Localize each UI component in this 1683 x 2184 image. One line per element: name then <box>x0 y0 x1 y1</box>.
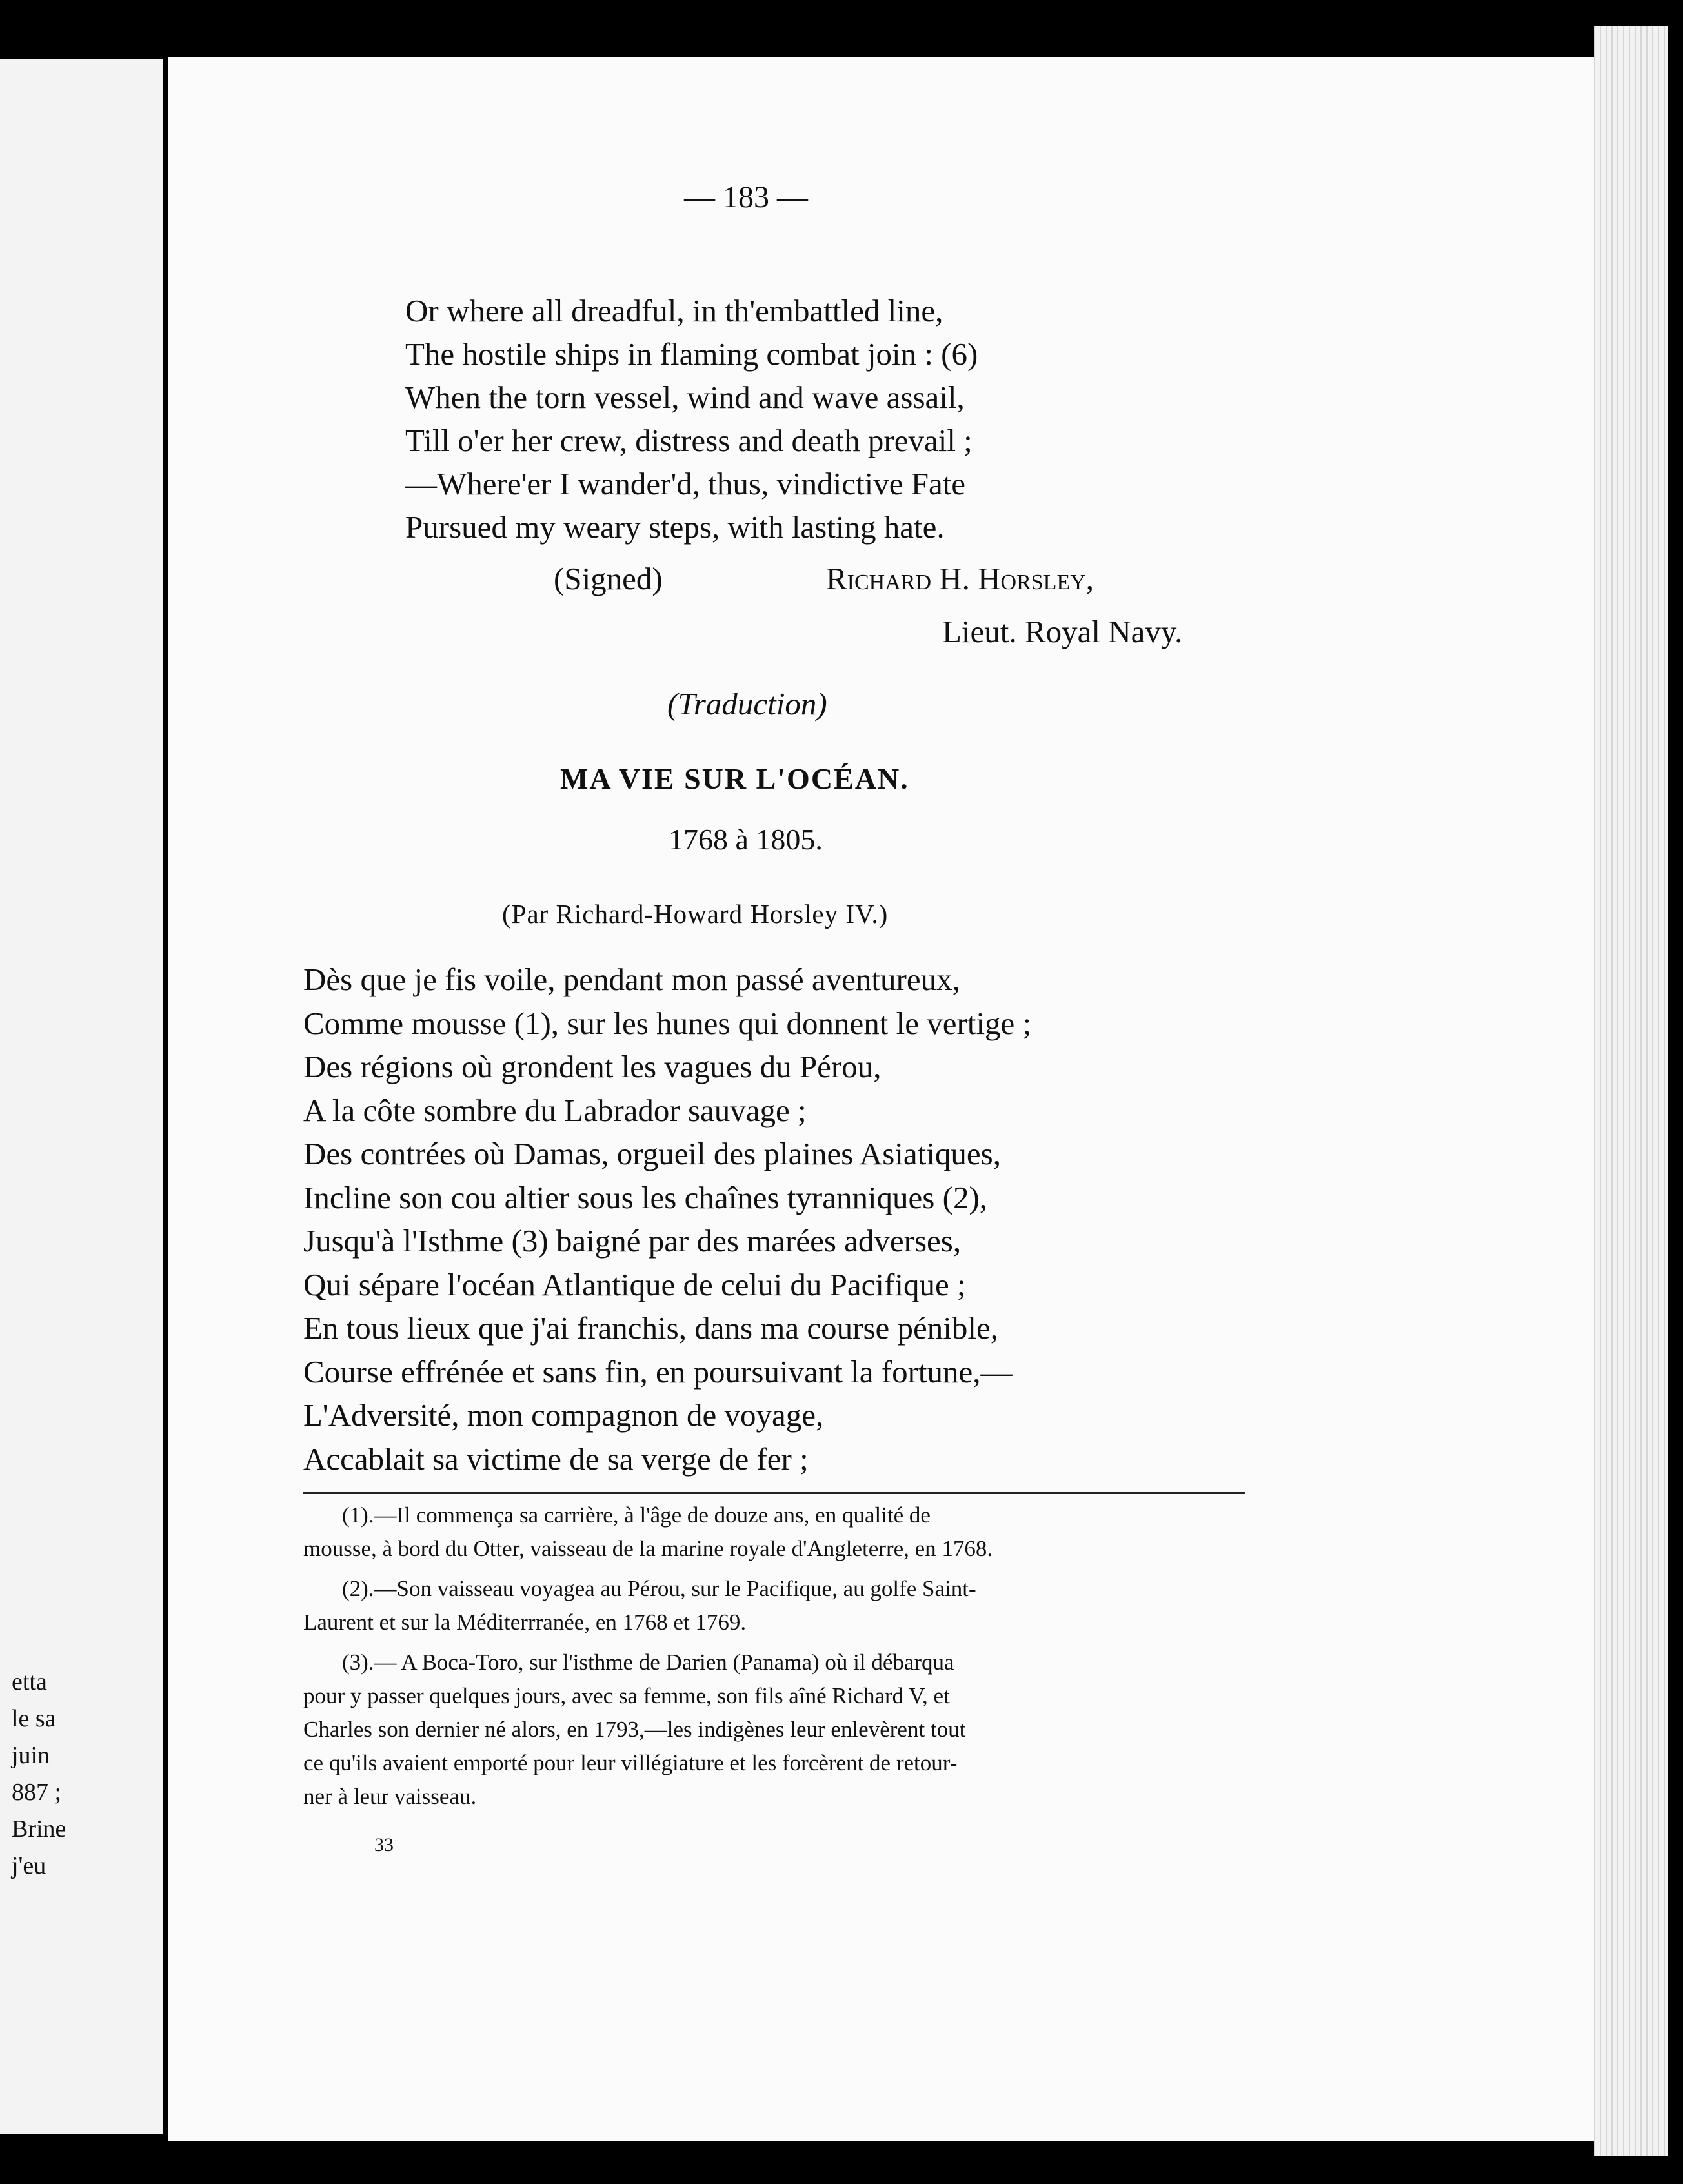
english-poem <box>405 289 978 549</box>
verse-line: Course effrénée et sans fin, en poursuivant la fortune,— <box>303 1353 1013 1390</box>
verse-line: En tous lieux que j'ai franchis, dans ma course pénible, <box>303 1310 998 1346</box>
verse-line: Dès que je fis voile, pendant mon passé aventureux, <box>303 962 960 997</box>
verse-line: Pursued my weary steps, with lasting hate. <box>405 509 945 545</box>
verse-line: When the torn vessel, wind and wave assail, <box>405 379 965 415</box>
facing-line: juin <box>12 1742 50 1769</box>
facing-line: 887 ; <box>12 1779 62 1806</box>
footnote-divider <box>303 1492 1245 1494</box>
verse-line: Qui sépare l'océan Atlantique de celui du Pacifique ; <box>303 1266 966 1302</box>
footnote-line: ce qu'ils avaient emporté pour leur villégiature et les forcèrent de retour- <box>303 1750 958 1775</box>
poem-byline: (Par Richard-Howard Horsley IV.) <box>502 899 889 929</box>
printer-signature-mark: 33 <box>374 1834 394 1855</box>
footnote-line: pour y passer quelques jours, avec sa femme, son fils aîné Richard V, et <box>303 1683 950 1708</box>
verse-line: Incline son cou altier sous les chaînes tyranniques (2), <box>303 1179 988 1215</box>
verse-line: Jusqu'à l'Isthme (3) baigné par des marées adverses, <box>303 1223 962 1259</box>
facing-line: j'eu <box>12 1852 46 1879</box>
verse-line: Or where all dreadful, in th'embattled line, <box>405 293 943 329</box>
verse-line: A la côte sombre du Labrador sauvage ; <box>303 1092 807 1128</box>
poem-title: MA VIE SUR L'OCÉAN. <box>560 762 909 795</box>
signatory-rank: Lieut. Royal Navy. <box>942 614 1183 649</box>
verse-line: L'Adversité, mon compagnon de voyage, <box>303 1397 824 1433</box>
verse-line: The hostile ships in flaming combat join : (6) <box>405 336 978 372</box>
translation-label: (Traduction) <box>667 686 827 722</box>
footnote-line: Charles son dernier né alors, en 1793,—les indigènes leur enlevèrent tout <box>303 1717 966 1742</box>
facing-page-fragment <box>0 59 163 2134</box>
footnote-line: mousse, à bord du Otter, vaisseau de la marine royale d'Angleterre, en 1768. <box>303 1536 993 1561</box>
footnote-line: ner à leur vaisseau. <box>303 1784 477 1809</box>
footnote-line: Laurent et sur la Méditerrranée, en 1768 et 1769. <box>303 1610 747 1635</box>
footnote-line: (3).— A Boca-Toro, sur l'isthme de Darien (Panama) où il débarqua <box>342 1650 954 1675</box>
poem-dates: 1768 à 1805. <box>669 823 823 856</box>
footnote-line: (2).—Son vaisseau voyagea au Pérou, sur le Pacifique, au golfe Saint- <box>342 1576 976 1601</box>
verse-line: Des contrées où Damas, orgueil des plaines Asiatiques, <box>303 1136 1001 1171</box>
signed-label: (Signed) <box>554 561 663 596</box>
facing-line: Brine <box>12 1815 66 1843</box>
verse-line: Comme mousse (1), sur les hunes qui donnent le vertige ; <box>303 1005 1032 1041</box>
book-page-edges <box>1594 26 1668 2156</box>
facing-line: le sa <box>12 1705 56 1732</box>
verse-line: Till o'er her crew, distress and death prevail ; <box>405 423 973 458</box>
facing-page-text <box>12 1664 66 1885</box>
french-poem <box>303 958 1031 1481</box>
facing-line: etta <box>12 1668 47 1695</box>
footnote-line: (1).—Il commença sa carrière, à l'âge de douze ans, en qualité de <box>342 1502 931 1528</box>
verse-line: Des régions où grondent les vagues du Pérou, <box>303 1049 882 1084</box>
verse-line: —Where'er I wander'd, thus, vindictive Fate <box>405 466 966 501</box>
verse-line: Accablait sa victime de sa verge de fer ; <box>303 1441 809 1477</box>
page-number: — 183 — <box>684 180 808 214</box>
footnotes <box>303 1499 1245 1814</box>
signatory-name: Richard H. Horsley, <box>826 561 1094 596</box>
